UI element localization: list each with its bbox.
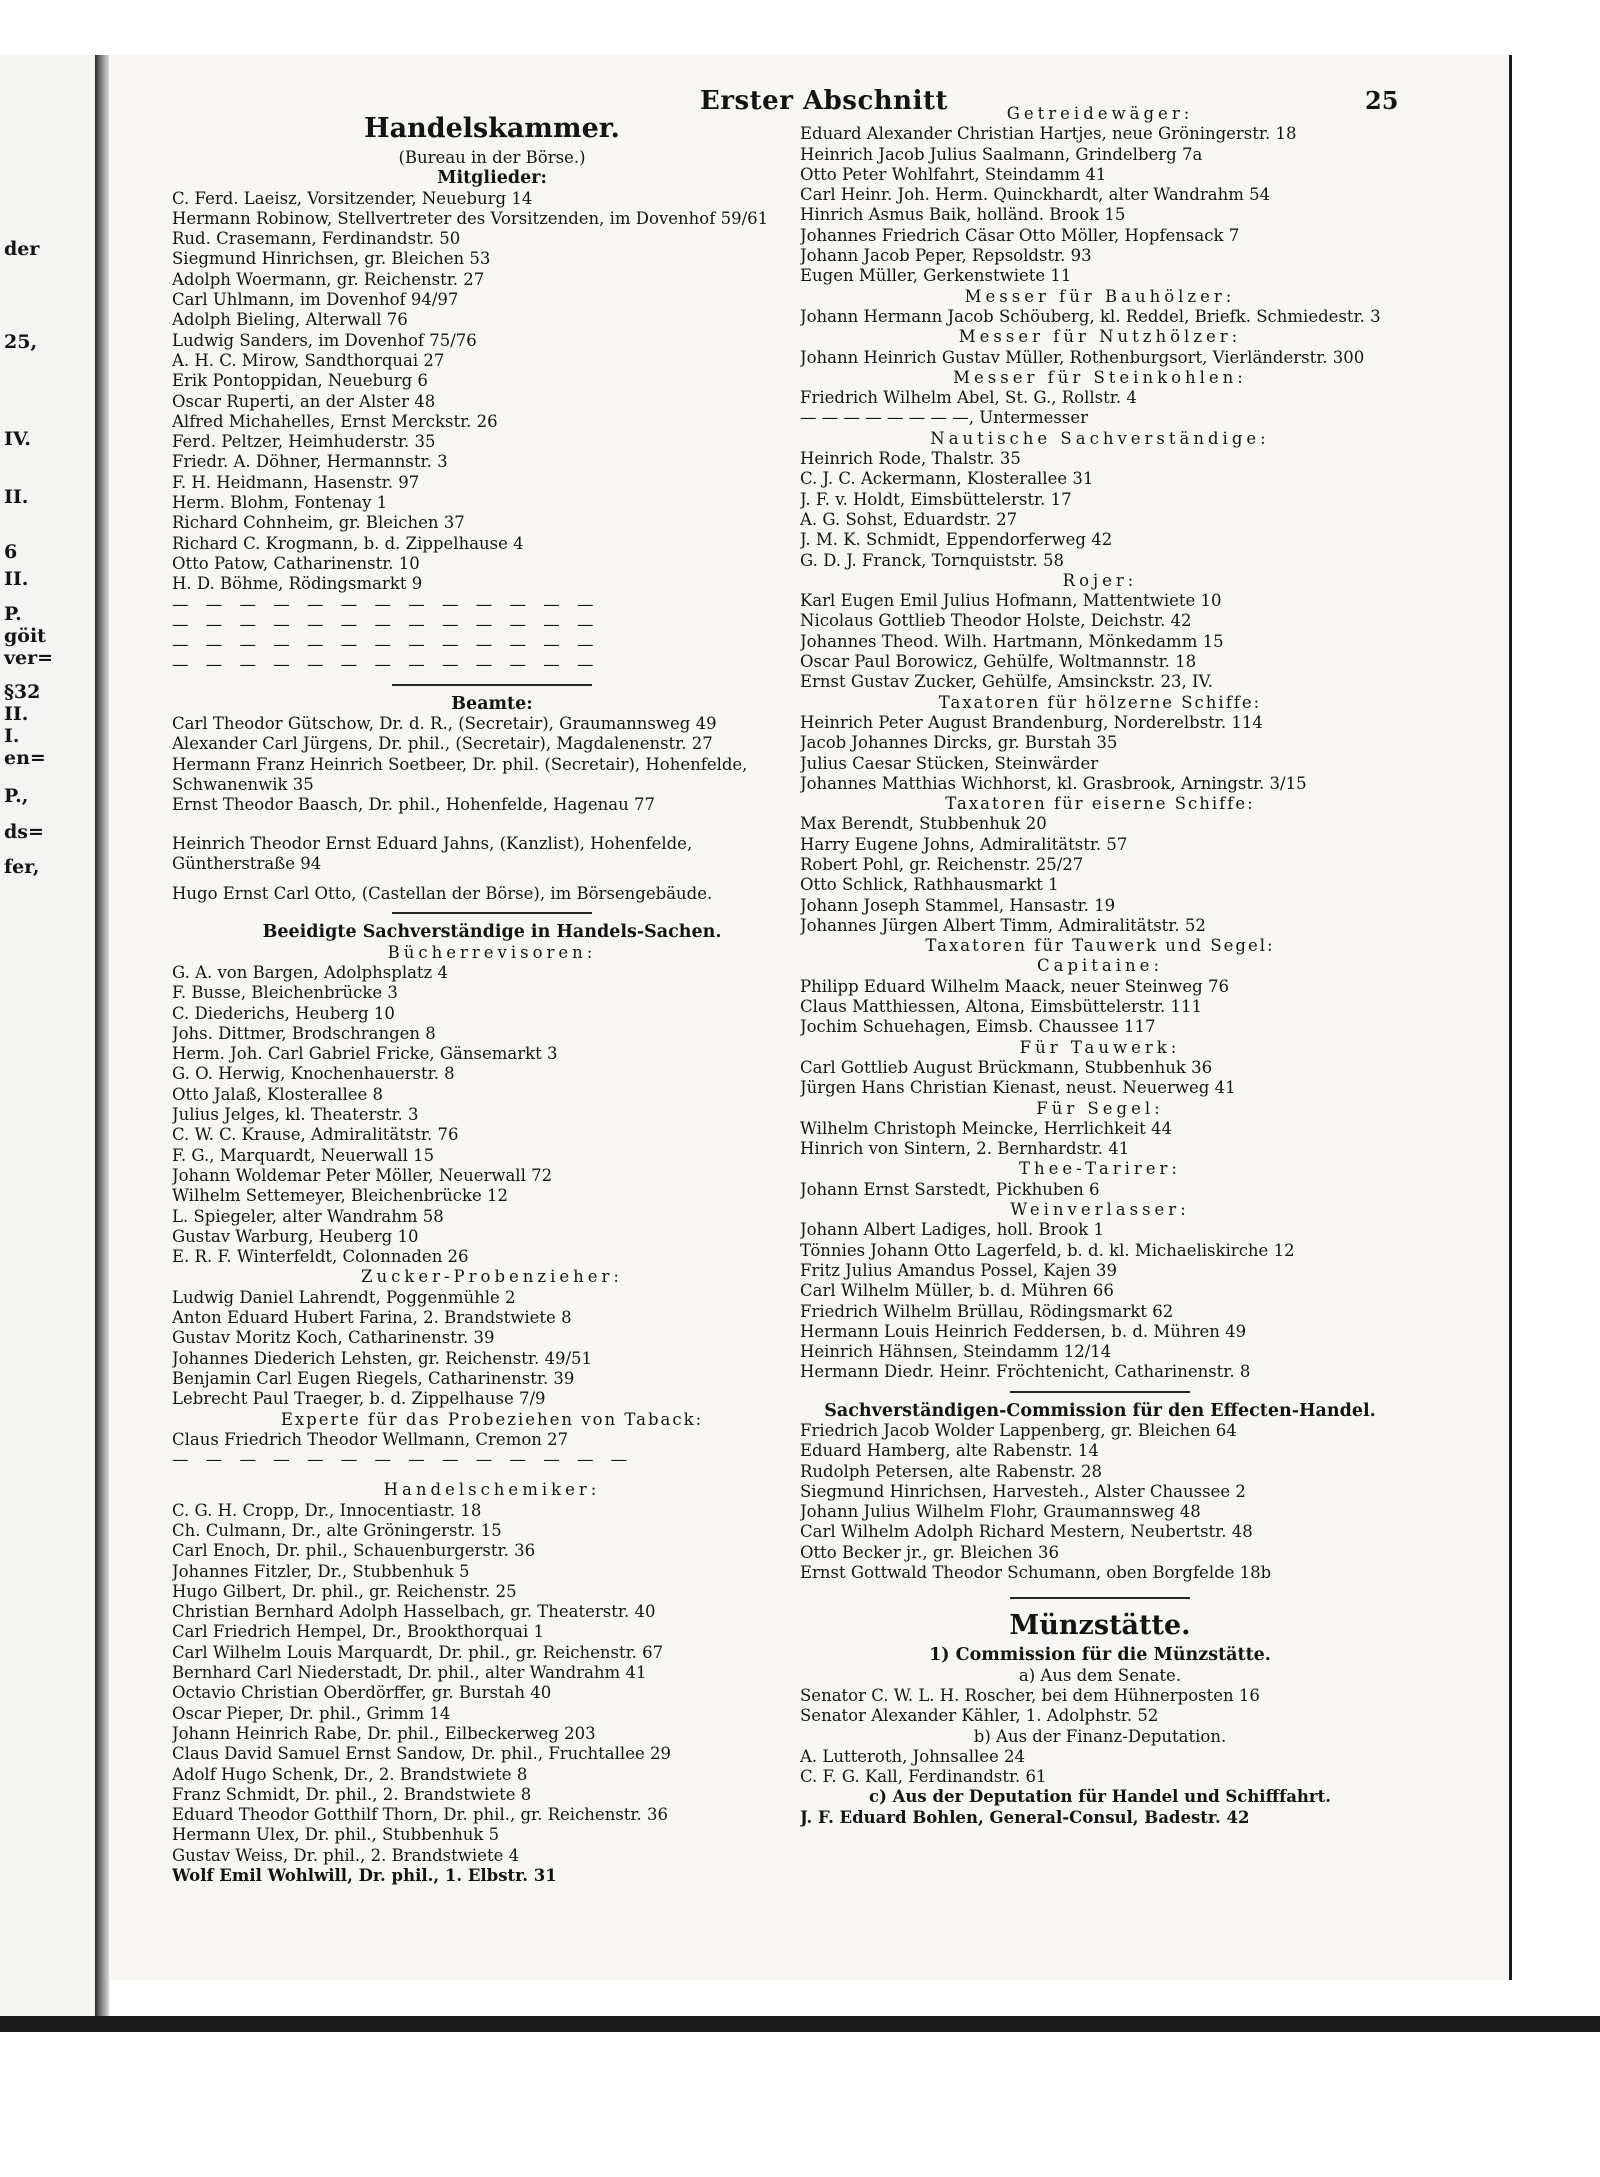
finance-deputation-heading: b) Aus der Finanz-Deputation. xyxy=(973,1726,1227,1746)
grain-weighers-heading: Getreidewäger: xyxy=(1006,104,1194,123)
margin-fragment: der xyxy=(4,238,40,260)
margin-fragment: ds= xyxy=(4,821,44,843)
list-item: Anton Eduard Hubert Farina, 2. Brandstwiete 8 xyxy=(172,1308,572,1328)
list-item: Gustav Warburg, Heuberg 10 xyxy=(172,1226,419,1246)
list-item: A. Lutteroth, Johnsallee 24 xyxy=(800,1746,1026,1766)
coal-measurers-heading: Messer für Steinkohlen: xyxy=(953,367,1247,387)
list-item: Carl Friedrich Hempel, Dr., Brookthorquai 1 xyxy=(172,1622,545,1642)
list-item: Ch. Culmann, Dr., alte Gröningerstr. 15 xyxy=(172,1521,502,1540)
list-item: Hugo Gilbert, Dr. phil., gr. Reichenstr. 25 xyxy=(172,1581,517,1601)
lumber-measurers-heading: Messer für Nutzhölzer: xyxy=(958,327,1242,347)
auditors-heading: Bücherrevisoren: xyxy=(387,942,597,962)
list-item: Ernst Gottwald Theodor Schumann, oben Borgfelde 18b xyxy=(800,1563,1272,1583)
list-item: Hermann Robinow, Stellvertreter des Vorsitzenden, im Dovenhof 59/61 xyxy=(172,208,769,228)
list-item: Hinrich von Sintern, 2. Bernhardstr. 41 xyxy=(800,1139,1130,1159)
list-item: C. W. C. Krause, Admiralitätstr. 76 xyxy=(172,1125,459,1145)
list-item: Friedrich Wilhelm Brüllau, Rödingsmarkt 62 xyxy=(800,1301,1174,1321)
section-title-handelskammer: Handelskammer. xyxy=(364,113,620,144)
rope-heading: Für Tauwerk: xyxy=(1019,1037,1181,1057)
list-item: Adolph Woermann, gr. Reichenstr. 27 xyxy=(172,269,485,289)
list-item: Siegmund Hinrichsen, gr. Bleichen 53 xyxy=(172,249,491,269)
margin-fragment: 25, xyxy=(4,331,38,353)
senate-heading: a) Aus dem Senate. xyxy=(1018,1665,1182,1685)
list-item: Johannes Theod. Wilh. Hartmann, Mönkedamm 15 xyxy=(800,631,1224,651)
list-item: Claus David Samuel Ernst Sandow, Dr. phil., Fruchtallee 29 xyxy=(172,1744,671,1764)
margin-fragment: II. xyxy=(4,486,29,508)
list-item: Johann Woldemar Peter Möller, Neuerwall 72 xyxy=(172,1165,553,1185)
list-item: Hermann Ulex, Dr. phil., Stubbenhuk 5 xyxy=(172,1825,500,1845)
list-item: Johannes Fitzler, Dr., Stubbenhuk 5 xyxy=(172,1561,470,1581)
list-item: Philipp Eduard Wilhelm Maack, neuer Steinweg 76 xyxy=(800,976,1229,996)
list-item: J. F. Eduard Bohlen, General-Consul, Badestr. 42 xyxy=(800,1807,1250,1827)
margin-fragment: P., xyxy=(4,785,29,807)
members-heading: Mitglieder: xyxy=(437,168,547,189)
list-item: Christian Bernhard Adolph Hasselbach, gr. Theaterstr. 40 xyxy=(172,1602,656,1622)
list-item: G. A. von Bargen, Adolphsplatz 4 xyxy=(172,962,448,982)
list-item: Benjamin Carl Eugen Riegels, Catharinenstr. 39 xyxy=(172,1368,575,1388)
list-item: Johs. Dittmer, Brodschrangen 8 xyxy=(172,1023,436,1043)
margin-fragment: IV. xyxy=(4,428,31,450)
list-item: Richard C. Krogmann, b. d. Zippelhause 4 xyxy=(172,533,524,553)
list-item: Otto Becker jr., gr. Bleichen 36 xyxy=(800,1542,1059,1562)
chemists-heading: Handelschemiker: xyxy=(383,1480,601,1500)
list-item: Nicolaus Gottlieb Theodor Holste, Deichstr. 42 xyxy=(800,611,1192,631)
list-item: J. F. v. Holdt, Eimsbüttelerstr. 17 xyxy=(800,489,1072,509)
list-item: Rudolph Petersen, alte Rabenstr. 28 xyxy=(800,1461,1103,1481)
list-item: Siegmund Hinrichsen, Harvesteh., Alster Chaussee 2 xyxy=(800,1481,1246,1501)
margin-fragment: §32 xyxy=(4,681,41,703)
list-item: Alexander Carl Jürgens, Dr. phil., (Secretair), Magdalenenstr. 27 xyxy=(172,734,713,754)
wooden-ships-heading: Taxatoren für hölzerne Schiffe: xyxy=(938,692,1262,712)
members-list xyxy=(172,189,812,595)
vacant-line: — — — — — — — — — — — — — xyxy=(172,594,600,614)
tea-tarer-heading: Thee-Tarirer: xyxy=(1019,1159,1181,1179)
list-item: Ernst Gustav Zucker, Gehülfe, Amsinckstr. 23, IV. xyxy=(800,672,1213,692)
list-item: Johann Heinrich Gustav Müller, Rothenburgsort, Vierländerstr. 300 xyxy=(800,347,1365,367)
list-item: Hermann Diedr. Heinr. Fröchtenicht, Catharinenstr. 8 xyxy=(800,1362,1251,1382)
vacant-line: — — — — — — — — — — — — — xyxy=(172,614,600,634)
list-item: Otto Patow, Catharinenstr. 10 xyxy=(172,553,420,573)
list-item: F. G., Marquardt, Neuerwall 15 xyxy=(172,1145,435,1165)
list-item: Wolf Emil Wohlwill, Dr. phil., 1. Elbstr. 31 xyxy=(172,1866,557,1886)
list-item: Harry Eugene Johns, Admiralitätstr. 57 xyxy=(800,834,1128,854)
list-item: Johannes Jürgen Albert Timm, Admiralitätstr. 52 xyxy=(800,915,1206,935)
list-item: C. Ferd. Laeisz, Vorsitzender, Neueburg 14 xyxy=(172,188,533,208)
list-item: Eduard Theodor Gotthilf Thorn, Dr. phil., gr. Reichenstr. 36 xyxy=(172,1805,668,1825)
list-item: Julius Jelges, kl. Theaterstr. 3 xyxy=(172,1105,419,1125)
list-item: Otto Schlick, Rathhausmarkt 1 xyxy=(800,875,1059,895)
list-item: Heinrich Jacob Julius Saalmann, Grindelberg 7a xyxy=(800,144,1203,164)
list-item: Heinrich Rode, Thalstr. 35 xyxy=(800,449,1021,469)
list-item: Max Berendt, Stubbenhuk 20 xyxy=(800,814,1047,834)
list-item: Karl Eugen Emil Julius Hofmann, Mattentwiete 10 xyxy=(800,591,1222,611)
right-column xyxy=(800,104,1400,1828)
list-item: Senator C. W. L. H. Roscher, bei dem Hühnerposten 16 xyxy=(800,1685,1260,1705)
list-item: J. M. K. Schmidt, Eppendorferweg 42 xyxy=(800,530,1113,550)
list-item: Friedrich Jacob Wolder Lappenberg, gr. Bleichen 64 xyxy=(800,1421,1237,1440)
list-item: Carl Wilhelm Müller, b. d. Mühren 66 xyxy=(800,1281,1114,1301)
margin-fragment: en= xyxy=(4,747,46,769)
list-item: Robert Pohl, gr. Reichenstr. 25/27 xyxy=(800,854,1084,874)
running-title: Erster Abschnitt xyxy=(700,86,948,116)
left-column xyxy=(172,110,812,1886)
spacer xyxy=(172,1470,812,1480)
divider-rule xyxy=(1010,1391,1190,1393)
list-item: Octavio Christian Oberdörffer, gr. Burstah 40 xyxy=(172,1683,552,1703)
list-item: Gustav Weiss, Dr. phil., 2. Brandstwiete 4 xyxy=(172,1845,520,1865)
list-item: Johannes Matthias Wichhorst, kl. Grasbrook, Arningstr. 3/15 xyxy=(800,773,1307,793)
list-item: F. H. Heidmann, Hasenstr. 97 xyxy=(172,472,420,492)
list-item: E. R. F. Winterfeldt, Colonnaden 26 xyxy=(172,1247,469,1267)
list-item: Jürgen Hans Christian Kienast, neust. Neuerweg 41 xyxy=(800,1078,1236,1098)
list-item: Senator Alexander Kähler, 1. Adolphstr. 52 xyxy=(800,1706,1159,1726)
sail-heading: Für Segel: xyxy=(1036,1098,1164,1118)
margin-fragment: göit xyxy=(4,625,46,647)
castellan-entry: Hugo Ernst Carl Otto, (Castellan der Börse), im Börsengebäude. xyxy=(172,884,713,904)
list-item: Friedrich Wilhelm Abel, St. G., Rollstr. 4 xyxy=(800,388,1137,408)
list-item: Eugen Müller, Gerkenstwiete 11 xyxy=(800,266,1072,286)
list-item: H. D. Böhme, Rödingsmarkt 9 xyxy=(172,574,423,594)
margin-fragment: I. xyxy=(4,725,20,747)
list-item: Carl Theodor Gütschow, Dr. d. R., (Secretair), Graumannsweg 49 xyxy=(172,714,717,734)
captains-heading: Capitaine: xyxy=(1037,956,1163,976)
list-item: Franz Schmidt, Dr. phil., 2. Brandstwiete 8 xyxy=(172,1784,532,1804)
margin-fragment: ver= xyxy=(4,647,54,669)
rojer-heading: Rojer: xyxy=(1062,570,1138,590)
list-item: C. J. C. Ackermann, Klosterallee 31 xyxy=(800,469,1094,489)
list-item: Bernhard Carl Niederstadt, Dr. phil., alter Wandrahm 41 xyxy=(172,1663,647,1683)
vacant-line: — — — — — — — — — — — — — — xyxy=(172,1450,634,1470)
list-item: Carl Wilhelm Louis Marquardt, Dr. phil., gr. Reichenstr. 67 xyxy=(172,1642,664,1662)
list-item: Oscar Ruperti, an der Alster 48 xyxy=(172,391,436,411)
list-item: Friedr. A. Döhner, Hermannstr. 3 xyxy=(172,452,448,472)
list-item: Ferd. Peltzer, Heimhuderstr. 35 xyxy=(172,432,436,452)
margin-fragment: P. xyxy=(4,603,22,625)
list-item: Herm. Joh. Carl Gabriel Fricke, Gänsemarkt 3 xyxy=(172,1044,558,1064)
divider-rule xyxy=(392,912,592,914)
list-item: Johann Ernst Sarstedt, Pickhuben 6 xyxy=(800,1179,1100,1199)
trade-deputation-heading: c) Aus der Deputation für Handel und Schifffahrt. xyxy=(869,1787,1331,1807)
list-item: C. G. H. Cropp, Dr., Innocentiastr. 18 xyxy=(172,1500,482,1520)
divider-rule xyxy=(1010,1597,1190,1599)
list-item: Johannes Friedrich Cäsar Otto Möller, Hopfensack 7 xyxy=(800,225,1240,245)
list-item: Tönnies Johann Otto Lagerfeld, b. d. kl. Michaeliskirche 12 xyxy=(800,1240,1295,1260)
list-item: Erik Pontoppidan, Neueburg 6 xyxy=(172,371,428,391)
mint-commission-heading: 1) Commission für die Münzstätte. xyxy=(929,1645,1271,1666)
vacant-line: — — — — — — — — — — — — — xyxy=(172,655,600,675)
list-item: Lebrecht Paul Traeger, b. d. Zippelhause 7/9 xyxy=(172,1389,546,1409)
list-item: L. Spiegeler, alter Wandrahm 58 xyxy=(172,1206,444,1226)
list-item: Wilhelm Settemeyer, Bleichenbrücke 12 xyxy=(172,1186,508,1206)
officials-heading: Beamte: xyxy=(451,693,533,714)
list-item: Johann Hermann Jacob Schöuberg, kl. Reddel, Briefk. Schmiedestr. 3 xyxy=(800,306,1381,326)
list-item: Carl Heinr. Joh. Herm. Quinckhardt, alter Wandrahm 54 xyxy=(800,185,1271,205)
list-item: Claus Matthiessen, Altona, Eimsbüttelerstr. 111 xyxy=(800,997,1203,1017)
spacer xyxy=(172,816,812,834)
scan-bottom-edge xyxy=(0,2016,1600,2032)
list-item: Oscar Paul Borowicz, Gehülfe, Woltmannstr. 18 xyxy=(800,652,1197,672)
list-item: Johannes Diederich Lehsten, gr. Reichenstr. 49/51 xyxy=(172,1348,593,1368)
list-item: Rud. Crasemann, Ferdinandstr. 50 xyxy=(172,229,461,249)
list-item: Johann Heinrich Rabe, Dr. phil., Eilbeckerweg 203 xyxy=(172,1723,596,1743)
list-item: Johann Albert Ladiges, holl. Brook 1 xyxy=(800,1220,1104,1240)
divider-rule xyxy=(392,684,592,686)
bureau-note: (Bureau in der Börse.) xyxy=(398,148,586,167)
list-item: Otto Jalaß, Klosterallee 8 xyxy=(172,1084,383,1104)
list-item: A. H. C. Mirow, Sandthorquai 27 xyxy=(172,350,445,370)
list-item: Julius Caesar Stücken, Steinwärder xyxy=(800,753,1099,773)
sworn-experts-heading: Beeidigte Sachverständige in Handels-Sachen. xyxy=(262,922,722,943)
list-item: Hermann Louis Heinrich Feddersen, b. d. Mühren 49 xyxy=(800,1321,1247,1341)
list-item: Herm. Blohm, Fontenay 1 xyxy=(172,493,388,513)
list-item: Johann Jacob Peper, Repsoldstr. 93 xyxy=(800,246,1092,266)
rope-sail-heading: Taxatoren für Tauwerk und Segel: xyxy=(925,936,1275,956)
spacer xyxy=(172,874,812,884)
list-item: C. Diederichs, Heuberg 10 xyxy=(172,1003,395,1023)
page-number: 25 xyxy=(1365,86,1399,115)
list-item: Ludwig Sanders, im Dovenhof 75/76 xyxy=(172,330,477,350)
list-item: Claus Friedrich Theodor Wellmann, Cremon 27 xyxy=(172,1429,569,1449)
list-item: Carl Enoch, Dr. phil., Schauenburgerstr. 36 xyxy=(172,1541,536,1561)
effects-commission-heading: Sachverständigen-Commission für den Effecten-Handel. xyxy=(824,1400,1376,1421)
margin-fragment: fer, xyxy=(4,856,40,878)
clerk-entry: Heinrich Theodor Ernst Eduard Jahns, (Kanzlist), Hohenfelde, Güntherstraße 94 xyxy=(172,833,693,873)
vacant-line: — — — — — — — —, Untermesser xyxy=(800,408,1089,428)
list-item: G. D. J. Franck, Tornquiststr. 58 xyxy=(800,550,1064,570)
list-item: Alfred Michahelles, Ernst Merckstr. 26 xyxy=(172,411,498,431)
timber-measurers-heading: Messer für Bauhölzer: xyxy=(964,286,1236,306)
list-item: Richard Cohnheim, gr. Bleichen 37 xyxy=(172,513,465,533)
list-item: C. F. G. Kall, Ferdinandstr. 61 xyxy=(800,1767,1047,1787)
list-item: F. Busse, Bleichenbrücke 3 xyxy=(172,983,398,1003)
list-item: Oscar Pieper, Dr. phil., Grimm 14 xyxy=(172,1703,451,1723)
binding-shadow xyxy=(95,55,109,2030)
wine-heading: Weinverlasser: xyxy=(1010,1200,1190,1220)
list-item: Hermann Franz Heinrich Soetbeer, Dr. phil. (Secretair), Hohenfelde, Schwanenwik 35 xyxy=(172,754,748,794)
list-item: Gustav Moritz Koch, Catharinenstr. 39 xyxy=(172,1328,495,1348)
sugar-samplers-heading: Zucker-Probenzieher: xyxy=(360,1267,623,1287)
list-item: Adolph Bieling, Alterwall 76 xyxy=(172,310,408,330)
list-item: Wilhelm Christoph Meincke, Herrlichkeit 44 xyxy=(800,1118,1172,1138)
list-item: Adolf Hugo Schenk, Dr., 2. Brandstwiete 8 xyxy=(172,1764,528,1784)
list-item: Carl Wilhelm Adolph Richard Mestern, Neubertstr. 48 xyxy=(800,1522,1253,1542)
list-item: Jochim Schuehagen, Eimsb. Chaussee 117 xyxy=(800,1017,1156,1037)
margin-fragment: 6 xyxy=(4,541,18,563)
margin-fragment: II. xyxy=(4,568,29,590)
tobacco-expert-heading: Experte für das Probeziehen von Taback: xyxy=(280,1409,704,1429)
list-item: Otto Peter Wohlfahrt, Steindamm 41 xyxy=(800,164,1107,184)
list-item: Ernst Theodor Baasch, Dr. phil., Hohenfelde, Hagenau 77 xyxy=(172,795,655,815)
list-item: A. G. Sohst, Eduardstr. 27 xyxy=(800,509,1018,529)
list-item: Johann Julius Wilhelm Flohr, Graumannsweg 48 xyxy=(800,1502,1201,1522)
list-item: Johann Joseph Stammel, Hansastr. 19 xyxy=(800,895,1116,915)
list-item: Eduard Alexander Christian Hartjes, neue Gröningerstr. 18 xyxy=(800,124,1297,144)
nautical-experts-heading: Nautische Sachverständige: xyxy=(930,428,1270,448)
list-item: G. O. Herwig, Knochenhauerstr. 8 xyxy=(172,1064,455,1084)
list-item: Carl Gottlieb August Brückmann, Stubbenhuk 36 xyxy=(800,1057,1213,1077)
list-item: Carl Uhlmann, im Dovenhof 94/97 xyxy=(172,290,459,310)
margin-fragment: II. xyxy=(4,703,29,725)
list-item: Jacob Johannes Dircks, gr. Burstah 35 xyxy=(800,733,1118,753)
vacant-line: — — — — — — — — — — — — — xyxy=(172,635,600,655)
list-item: Heinrich Peter August Brandenburg, Norderelbstr. 114 xyxy=(800,712,1263,732)
iron-ships-heading: Taxatoren für eiserne Schiffe: xyxy=(945,794,1255,814)
list-item: Eduard Hamberg, alte Rabenstr. 14 xyxy=(800,1441,1099,1461)
section-title-muenzstaette: Münzstätte. xyxy=(1009,1610,1191,1642)
list-item: Ludwig Daniel Lahrendt, Poggenmühle 2 xyxy=(172,1287,516,1307)
list-item: Heinrich Hähnsen, Steindamm 12/14 xyxy=(800,1342,1112,1362)
list-item: Fritz Julius Amandus Possel, Kajen 39 xyxy=(800,1260,1117,1280)
list-item: Hinrich Asmus Baik, holländ. Brook 15 xyxy=(800,205,1126,225)
